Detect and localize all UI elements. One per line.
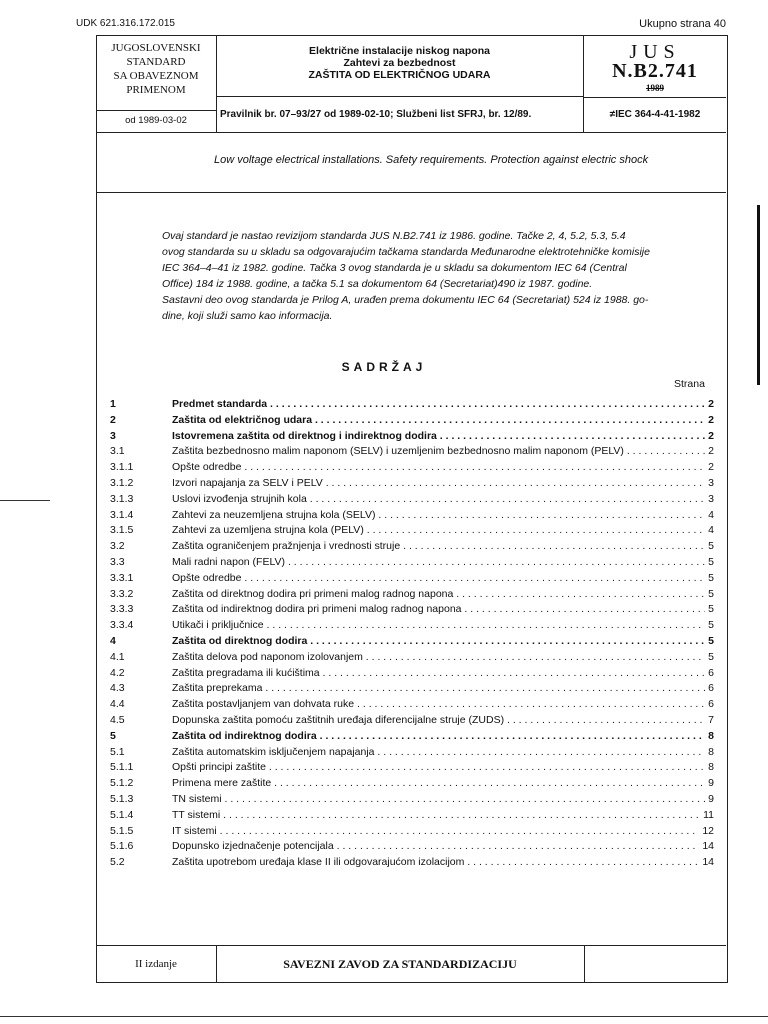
standard-type-cell: [96, 35, 217, 132]
toc-entry-title: Dopunsko izjednačenje potencijala . . .: [172, 839, 714, 855]
title-cell: [216, 35, 584, 97]
toc-entry-number: 3.3.1: [110, 571, 134, 584]
toc-entry: [110, 429, 714, 445]
institute-name: SAVEZNI ZAVOD ZA STANDARDIZACIJU: [216, 946, 585, 982]
standard-number-cell: [584, 35, 726, 98]
toc-entry-number: 4.5: [110, 713, 125, 726]
toc-entry: [110, 808, 714, 824]
toc-entry: [110, 697, 714, 713]
toc-entry-title: Izvori napajanja za SELV i PELV . . .: [172, 476, 714, 492]
toc-entry-title: Zahtevi za neuzemljena strujna kola (SELV) . . .: [172, 508, 714, 524]
toc-entry-title: Zaštita bezbednosno malim naponom (SELV) i uzemljenim bezbednosno malim naponom (PELV) . . .: [172, 444, 714, 460]
toc-entry: [110, 413, 714, 429]
toc-page-label: Strana: [674, 378, 705, 390]
toc-entry-page: 2: [705, 413, 714, 429]
udk-code: UDK 621.316.172.015: [76, 18, 175, 29]
toc-entry-page: 2: [705, 429, 714, 445]
toc-entry-page: 14: [699, 855, 714, 871]
toc-entry-page: 5: [705, 539, 714, 555]
toc-heading: SADRŽAJ: [341, 360, 427, 374]
toc-entry-number: 3.1.1: [110, 461, 134, 474]
toc-entry-title: Opšte odredbe . . .: [172, 571, 714, 587]
toc-entry-page: 5: [705, 571, 714, 587]
toc-entry-page: 5: [705, 555, 714, 571]
toc-entry-title: Dopunska zaštita pomoću zaštitnih uređaja diferencijalne struje (ZUDS) . . .: [172, 713, 714, 729]
toc-entry-number: 5.1: [110, 745, 125, 758]
std-line-3: SA OBAVEZNOM: [113, 70, 199, 82]
toc-entry-page: 12: [699, 824, 714, 840]
std-line-2: STANDARD: [126, 56, 186, 68]
toc-entry-number: 3.1.5: [110, 524, 134, 537]
footer: [96, 945, 726, 982]
intro-line: Ovaj standard je nastao revizijom standarda JUS N.B2.741 iz 1986. godine. Tačke 2, 4, 5.2, 5.3, 5.4: [162, 230, 626, 242]
toc-entry-title: Zaštita ograničenjem pražnjenja i vrednosti struje . . .: [172, 539, 714, 555]
toc-entry-page: 3: [705, 492, 714, 508]
toc-entry-number: 2: [110, 413, 116, 426]
toc-entry: [110, 839, 714, 855]
standard-number: N.B2.741: [612, 60, 698, 82]
toc-entry-title: Zaštita od direktnog dodira . . .: [172, 634, 714, 650]
toc-entry-title: TT sistemi . . .: [172, 808, 714, 824]
toc-entry: [110, 760, 714, 776]
toc-entry-page: 8: [705, 760, 714, 776]
toc-entry-title: IT sistemi . . .: [172, 824, 714, 840]
toc-entry-page: 2: [705, 444, 714, 460]
toc-entry-number: 3.1.4: [110, 508, 134, 521]
toc-entry: [110, 618, 714, 634]
toc-entry-number: 5.1.4: [110, 808, 134, 821]
toc-entry: [110, 523, 714, 539]
toc-entry-page: 2: [705, 460, 714, 476]
toc-entry-page: 5: [705, 587, 714, 603]
toc-entry: [110, 792, 714, 808]
toc-entry: [110, 824, 714, 840]
toc-entry-page: 11: [700, 808, 714, 824]
toc-entry-page: 6: [705, 681, 714, 697]
toc-entry-page: 7: [705, 713, 714, 729]
intro-line: Sastavni deo ovog standarda je Prilog A, urađen prema dokumentu IEC 64 (Secretariat) 524 iz 1988. go-: [162, 294, 649, 306]
toc-entry-number: 5.1.5: [110, 824, 134, 837]
toc-entry-title: TN sistemi . . .: [172, 792, 714, 808]
toc-entry-number: 3: [110, 429, 116, 442]
toc-entry-page: 3: [705, 476, 714, 492]
toc-entry-number: 5.2: [110, 856, 125, 869]
toc-entry: [110, 444, 714, 460]
toc-entry: [110, 571, 714, 587]
english-subtitle: Low voltage electrical installations. Safety requirements. Protection against electric shock: [214, 154, 649, 166]
toc-entry-page: 5: [705, 634, 714, 650]
toc-entry: [110, 587, 714, 603]
toc-entry-number: 3.1: [110, 445, 125, 458]
regulation-reference: Pravilnik br. 07–93/27 od 1989-02-10; Službeni list SFRJ, br. 12/89.: [216, 97, 584, 132]
standard-year: 1989: [646, 83, 664, 93]
title-line-3: ZAŠTITA OD ELEKTRIČNOG UDARA: [308, 69, 491, 81]
margin-line: [0, 500, 50, 501]
intro-line: Office) 184 iz 1988. godine, a tačka 5.1 sa dokumentom 64 (Secretariat)490 iz 1987. godine.: [162, 278, 593, 290]
header-block: [96, 35, 726, 133]
toc-entry: [110, 776, 714, 792]
toc-entry-page: 9: [705, 776, 714, 792]
toc-entry-title: Predmet standarda . . .: [172, 397, 714, 413]
toc-entry-number: 5.1.6: [110, 840, 134, 853]
toc-entry-page: 5: [705, 602, 714, 618]
toc-entry: [110, 602, 714, 618]
toc-entry-number: 3.3: [110, 555, 125, 568]
toc-entry-number: 4: [110, 634, 116, 647]
toc-entry-title: Zaštita od direktnog dodira pri primeni malog radnog napona . . .: [172, 587, 714, 603]
toc-entry: [110, 745, 714, 761]
toc-entry-page: 4: [705, 523, 714, 539]
toc-entry: [110, 634, 714, 650]
toc-entry-title: Zaštita postavljanjem van dohvata ruke . . .: [172, 697, 714, 713]
toc-entry-number: 5.1.1: [110, 761, 134, 774]
toc-entry-page: 8: [705, 729, 714, 745]
toc-entry-number: 3.3.4: [110, 619, 134, 632]
iec-reference: ≠IEC 364-4-41-1982: [609, 109, 701, 120]
title-line-1: Električne instalacije niskog napona: [309, 45, 490, 57]
english-subtitle-block: [96, 132, 726, 193]
toc-entry-page: 5: [705, 650, 714, 666]
toc-entry-page: 2: [705, 397, 714, 413]
toc-entry-number: 5.1.2: [110, 777, 134, 790]
toc-entry-title: Zahtevi za uzemljena strujna kola (PELV) . . .: [172, 523, 714, 539]
toc-entry-page: 4: [705, 508, 714, 524]
toc-entry: [110, 666, 714, 682]
toc-entry-page: 6: [705, 697, 714, 713]
intro-line: IEC 364–4–41 iz 1982. godine. Tačka 3 ovog standarda je u skladu sa dokumentom IEC 64 (Central: [162, 262, 627, 274]
toc-entry-title: Zaštita pregradama ili kućištima . . .: [172, 666, 714, 682]
toc-entry-title: Zaštita od indirektnog dodira pri primeni malog radnog napona . . .: [172, 602, 714, 618]
std-line-1: JUGOSLOVENSKI: [111, 42, 201, 54]
toc-entry: [110, 460, 714, 476]
toc-entry-title: Zaštita preprekama . . .: [172, 681, 714, 697]
toc-entry-number: 5.1.3: [110, 792, 134, 805]
toc-entry-number: 3.3.2: [110, 587, 134, 600]
toc-entry: [110, 476, 714, 492]
toc-entry: [110, 855, 714, 871]
toc-entry: [110, 681, 714, 697]
toc-entry-title: Zaštita delova pod naponom izolovanjem . . .: [172, 650, 714, 666]
toc-entry-title: Zaštita upotrebom uređaja klase II ili odgovarajućom izolacijom . . .: [172, 855, 714, 871]
title-line-2: Zahtevi za bezbednost: [343, 57, 456, 69]
edition: II izdanje: [96, 946, 217, 982]
toc-entry: [110, 539, 714, 555]
toc-entry-page: 9: [705, 792, 714, 808]
total-pages: Ukupno strana 40: [639, 18, 726, 30]
introduction: [162, 228, 710, 324]
toc-entry-title: Primena mere zaštite . . .: [172, 776, 714, 792]
toc-entry: [110, 508, 714, 524]
toc-entry-title: Mali radni napon (FELV) . . .: [172, 555, 714, 571]
toc-entry-page: 6: [705, 666, 714, 682]
toc-entry: [110, 397, 714, 413]
toc-entry-number: 4.4: [110, 698, 125, 711]
effective-date: od 1989-03-02: [96, 110, 216, 128]
toc-entry-number: 4.3: [110, 682, 125, 695]
toc-entry-title: Utikači i priključnice . . .: [172, 618, 714, 634]
toc-entry-number: 5: [110, 729, 116, 742]
toc-entry-number: 1: [110, 398, 116, 410]
jus-label: JUS: [629, 41, 681, 63]
toc-entry-title: Opšti principi zaštite . . .: [172, 760, 714, 776]
toc-entry: [110, 729, 714, 745]
toc-entry: [110, 555, 714, 571]
toc-entry: [110, 650, 714, 666]
toc-entry-number: 3.1.2: [110, 476, 134, 489]
toc-entry: [110, 713, 714, 729]
toc-entry-number: 3.1.3: [110, 492, 134, 505]
toc-entry-page: 5: [705, 618, 714, 634]
toc-entry-title: Opšte odredbe . . .: [172, 460, 714, 476]
toc-entry-title: Zaštita od električnog udara . . .: [172, 413, 714, 429]
toc-entry-title: Uslovi izvođenja strujnih kola . . .: [172, 492, 714, 508]
toc-entry-number: 3.2: [110, 540, 125, 553]
bottom-line: [0, 1016, 768, 1017]
toc-entry-title: Istovremena zaštita od direktnog i indirektnog dodira . . .: [172, 429, 714, 445]
intro-line: dine, koji služi samo kao informacija.: [162, 310, 333, 322]
toc-entry: [110, 492, 714, 508]
toc-entry-number: 3.3.3: [110, 603, 134, 616]
toc-entry-title: Zaštita automatskim isključenjem napajanja . . .: [172, 745, 714, 761]
table-of-contents: [110, 397, 714, 871]
std-line-4: PRIMENOM: [126, 84, 186, 96]
toc-entry-title: Zaštita od indirektnog dodira . . .: [172, 729, 714, 745]
margin-bar: [757, 205, 760, 385]
toc-entry-page: 8: [705, 745, 714, 761]
intro-line: ovog standarda su u skladu sa odgovarajućim tačkama standarda Međunarodne elektrotehničke komisije: [162, 246, 650, 258]
toc-entry-page: 14: [699, 839, 714, 855]
toc-entry-number: 4.1: [110, 650, 125, 663]
toc-entry-number: 4.2: [110, 666, 125, 679]
